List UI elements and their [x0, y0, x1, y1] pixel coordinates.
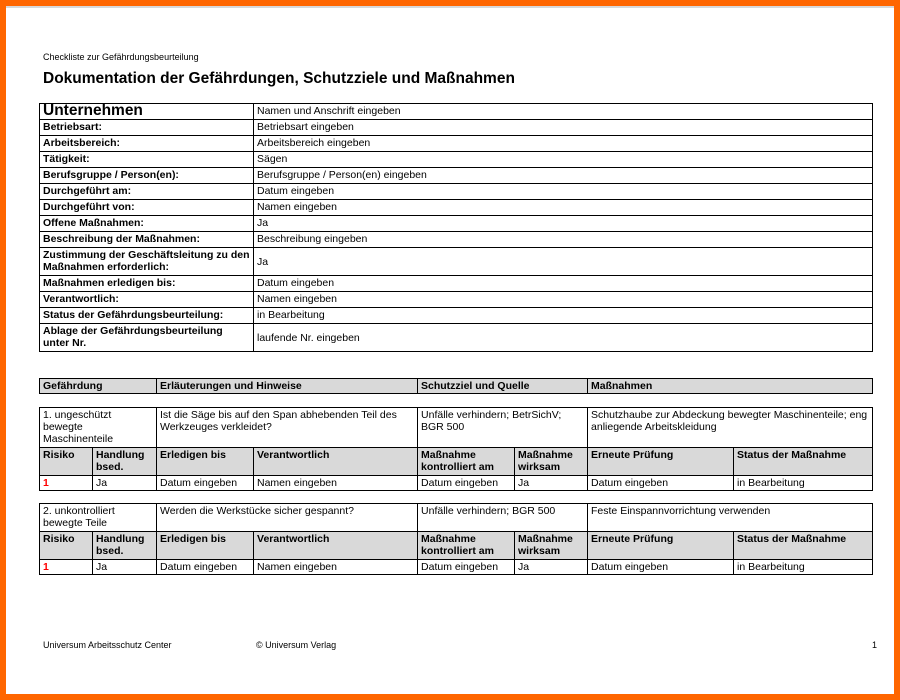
info-value[interactable]: Namen eingeben	[254, 292, 873, 308]
hazard-schutzziel: Unfälle verhindern; BetrSichV; BGR 500	[418, 408, 588, 448]
risk-value[interactable]: 1	[40, 476, 93, 491]
info-label: Offene Maßnahmen:	[40, 216, 254, 232]
status-value[interactable]: in Bearbeitung	[734, 476, 873, 491]
info-row	[40, 200, 873, 216]
info-label: Betriebsart:	[40, 120, 254, 136]
hazard-table-1	[39, 407, 873, 491]
hazard-massnahmen: Feste Einspannvorrichtung verwenden	[588, 504, 873, 532]
document-subtitle: Checkliste zur Gefährdungsbeurteilung	[43, 52, 199, 62]
info-row	[40, 248, 873, 276]
info-label: Ablage der Gefährdungsbeurteilung unter Nr.	[40, 324, 254, 352]
info-row	[40, 216, 873, 232]
sub-header-erledigen: Erledigen bis	[157, 448, 254, 476]
sub-header-kontrolliert: Maßnahme kontrolliert am	[418, 532, 515, 560]
info-row	[40, 292, 873, 308]
risk-value[interactable]: 1	[40, 560, 93, 575]
document-title: Dokumentation der Gefährdungen, Schutzziele und Maßnahmen	[43, 70, 515, 87]
top-rule	[6, 6, 894, 8]
info-value[interactable]: Arbeitsbereich eingeben	[254, 136, 873, 152]
footer-publisher: Universum Arbeitsschutz Center	[43, 640, 172, 650]
sub-header-risiko: Risiko	[40, 448, 93, 476]
hazard-massnahmen: Schutzhaube zur Abdeckung bewegter Maschinenteile; eng anliegende Arbeitskleidung	[588, 408, 873, 448]
info-value[interactable]: laufende Nr. eingeben	[254, 324, 873, 352]
info-table	[39, 103, 873, 352]
header-massnahmen: Maßnahmen	[588, 379, 873, 394]
sub-header-kontrolliert: Maßnahme kontrolliert am	[418, 448, 515, 476]
info-row	[40, 308, 873, 324]
info-label: Unternehmen	[40, 104, 254, 120]
table-row	[40, 476, 873, 491]
info-row	[40, 324, 873, 352]
info-label: Maßnahmen erledigen bis:	[40, 276, 254, 292]
hazard-schutzziel: Unfälle verhindern; BGR 500	[418, 504, 588, 532]
status-value[interactable]: in Bearbeitung	[734, 560, 873, 575]
sub-header-status: Status der Maßnahme	[734, 532, 873, 560]
sub-header-verantwortlich: Verantwortlich	[254, 532, 418, 560]
sub-header-handlung: Handlung bsed.	[93, 532, 157, 560]
kontrolliert-value[interactable]: Datum eingeben	[418, 560, 515, 575]
info-label: Zustimmung der Geschäftsleitung zu den Maßnahmen erforderlich:	[40, 248, 254, 276]
info-value[interactable]: Ja	[254, 248, 873, 276]
info-row	[40, 168, 873, 184]
info-value[interactable]: Namen und Anschrift eingeben	[254, 104, 873, 120]
info-label: Durchgeführt von:	[40, 200, 254, 216]
info-row	[40, 276, 873, 292]
hazard-header-table	[39, 378, 873, 394]
sub-header-handlung: Handlung bsed.	[93, 448, 157, 476]
header-erlaeuterungen: Erläuterungen und Hinweise	[157, 379, 418, 394]
document-page	[6, 6, 894, 694]
verantwortlich-value[interactable]: Namen eingeben	[254, 476, 418, 491]
sub-header-erledigen: Erledigen bis	[157, 532, 254, 560]
pruefung-value[interactable]: Datum eingeben	[588, 560, 734, 575]
info-value[interactable]: Berufsgruppe / Person(en) eingeben	[254, 168, 873, 184]
hazard-hinweis: Ist die Säge bis auf den Span abhebenden Teil des Werkzeuges verkleidet?	[157, 408, 418, 448]
info-label: Berufsgruppe / Person(en):	[40, 168, 254, 184]
hazard-hinweis: Werden die Werkstücke sicher gespannt?	[157, 504, 418, 532]
erledigen-value[interactable]: Datum eingeben	[157, 476, 254, 491]
info-value[interactable]: Ja	[254, 216, 873, 232]
verantwortlich-value[interactable]: Namen eingeben	[254, 560, 418, 575]
pruefung-value[interactable]: Datum eingeben	[588, 476, 734, 491]
wirksam-value[interactable]: Ja	[515, 560, 588, 575]
footer-page-number: 1	[872, 640, 878, 650]
hazard-table-2	[39, 503, 873, 575]
info-row	[40, 184, 873, 200]
header-schutzziel: Schutzziel und Quelle	[418, 379, 588, 394]
footer-copyright: © Universum Verlag	[256, 640, 337, 650]
handlung-value[interactable]: Ja	[93, 560, 157, 575]
hazard-gefaehrdung: 2. unkontrolliert bewegte Teile	[40, 504, 157, 532]
sub-header-status: Status der Maßnahme	[734, 448, 873, 476]
info-value[interactable]: in Bearbeitung	[254, 308, 873, 324]
info-value[interactable]: Datum eingeben	[254, 276, 873, 292]
info-label: Arbeitsbereich:	[40, 136, 254, 152]
info-value[interactable]: Beschreibung eingeben	[254, 232, 873, 248]
info-label: Status der Gefährdungsbeurteilung:	[40, 308, 254, 324]
info-value[interactable]: Namen eingeben	[254, 200, 873, 216]
header-gefaehrdung: Gefährdung	[40, 379, 157, 394]
info-row	[40, 104, 873, 120]
info-label: Beschreibung der Maßnahmen:	[40, 232, 254, 248]
info-row	[40, 120, 873, 136]
wirksam-value[interactable]: Ja	[515, 476, 588, 491]
info-row	[40, 152, 873, 168]
kontrolliert-value[interactable]: Datum eingeben	[418, 476, 515, 491]
sub-header-wirksam: Maßnahme wirksam	[515, 448, 588, 476]
sub-header-verantwortlich: Verantwortlich	[254, 448, 418, 476]
info-label: Tätigkeit:	[40, 152, 254, 168]
info-label: Durchgeführt am:	[40, 184, 254, 200]
sub-header-wirksam: Maßnahme wirksam	[515, 532, 588, 560]
erledigen-value[interactable]: Datum eingeben	[157, 560, 254, 575]
sub-header-pruefung: Erneute Prüfung	[588, 448, 734, 476]
sub-header-pruefung: Erneute Prüfung	[588, 532, 734, 560]
info-value[interactable]: Datum eingeben	[254, 184, 873, 200]
info-value[interactable]: Betriebsart eingeben	[254, 120, 873, 136]
table-row	[40, 560, 873, 575]
sub-header-risiko: Risiko	[40, 532, 93, 560]
hazard-gefaehrdung: 1. ungeschützt bewegte Maschinenteile	[40, 408, 157, 448]
info-value[interactable]: Sägen	[254, 152, 873, 168]
handlung-value[interactable]: Ja	[93, 476, 157, 491]
info-row	[40, 232, 873, 248]
info-label: Verantwortlich:	[40, 292, 254, 308]
info-row	[40, 136, 873, 152]
